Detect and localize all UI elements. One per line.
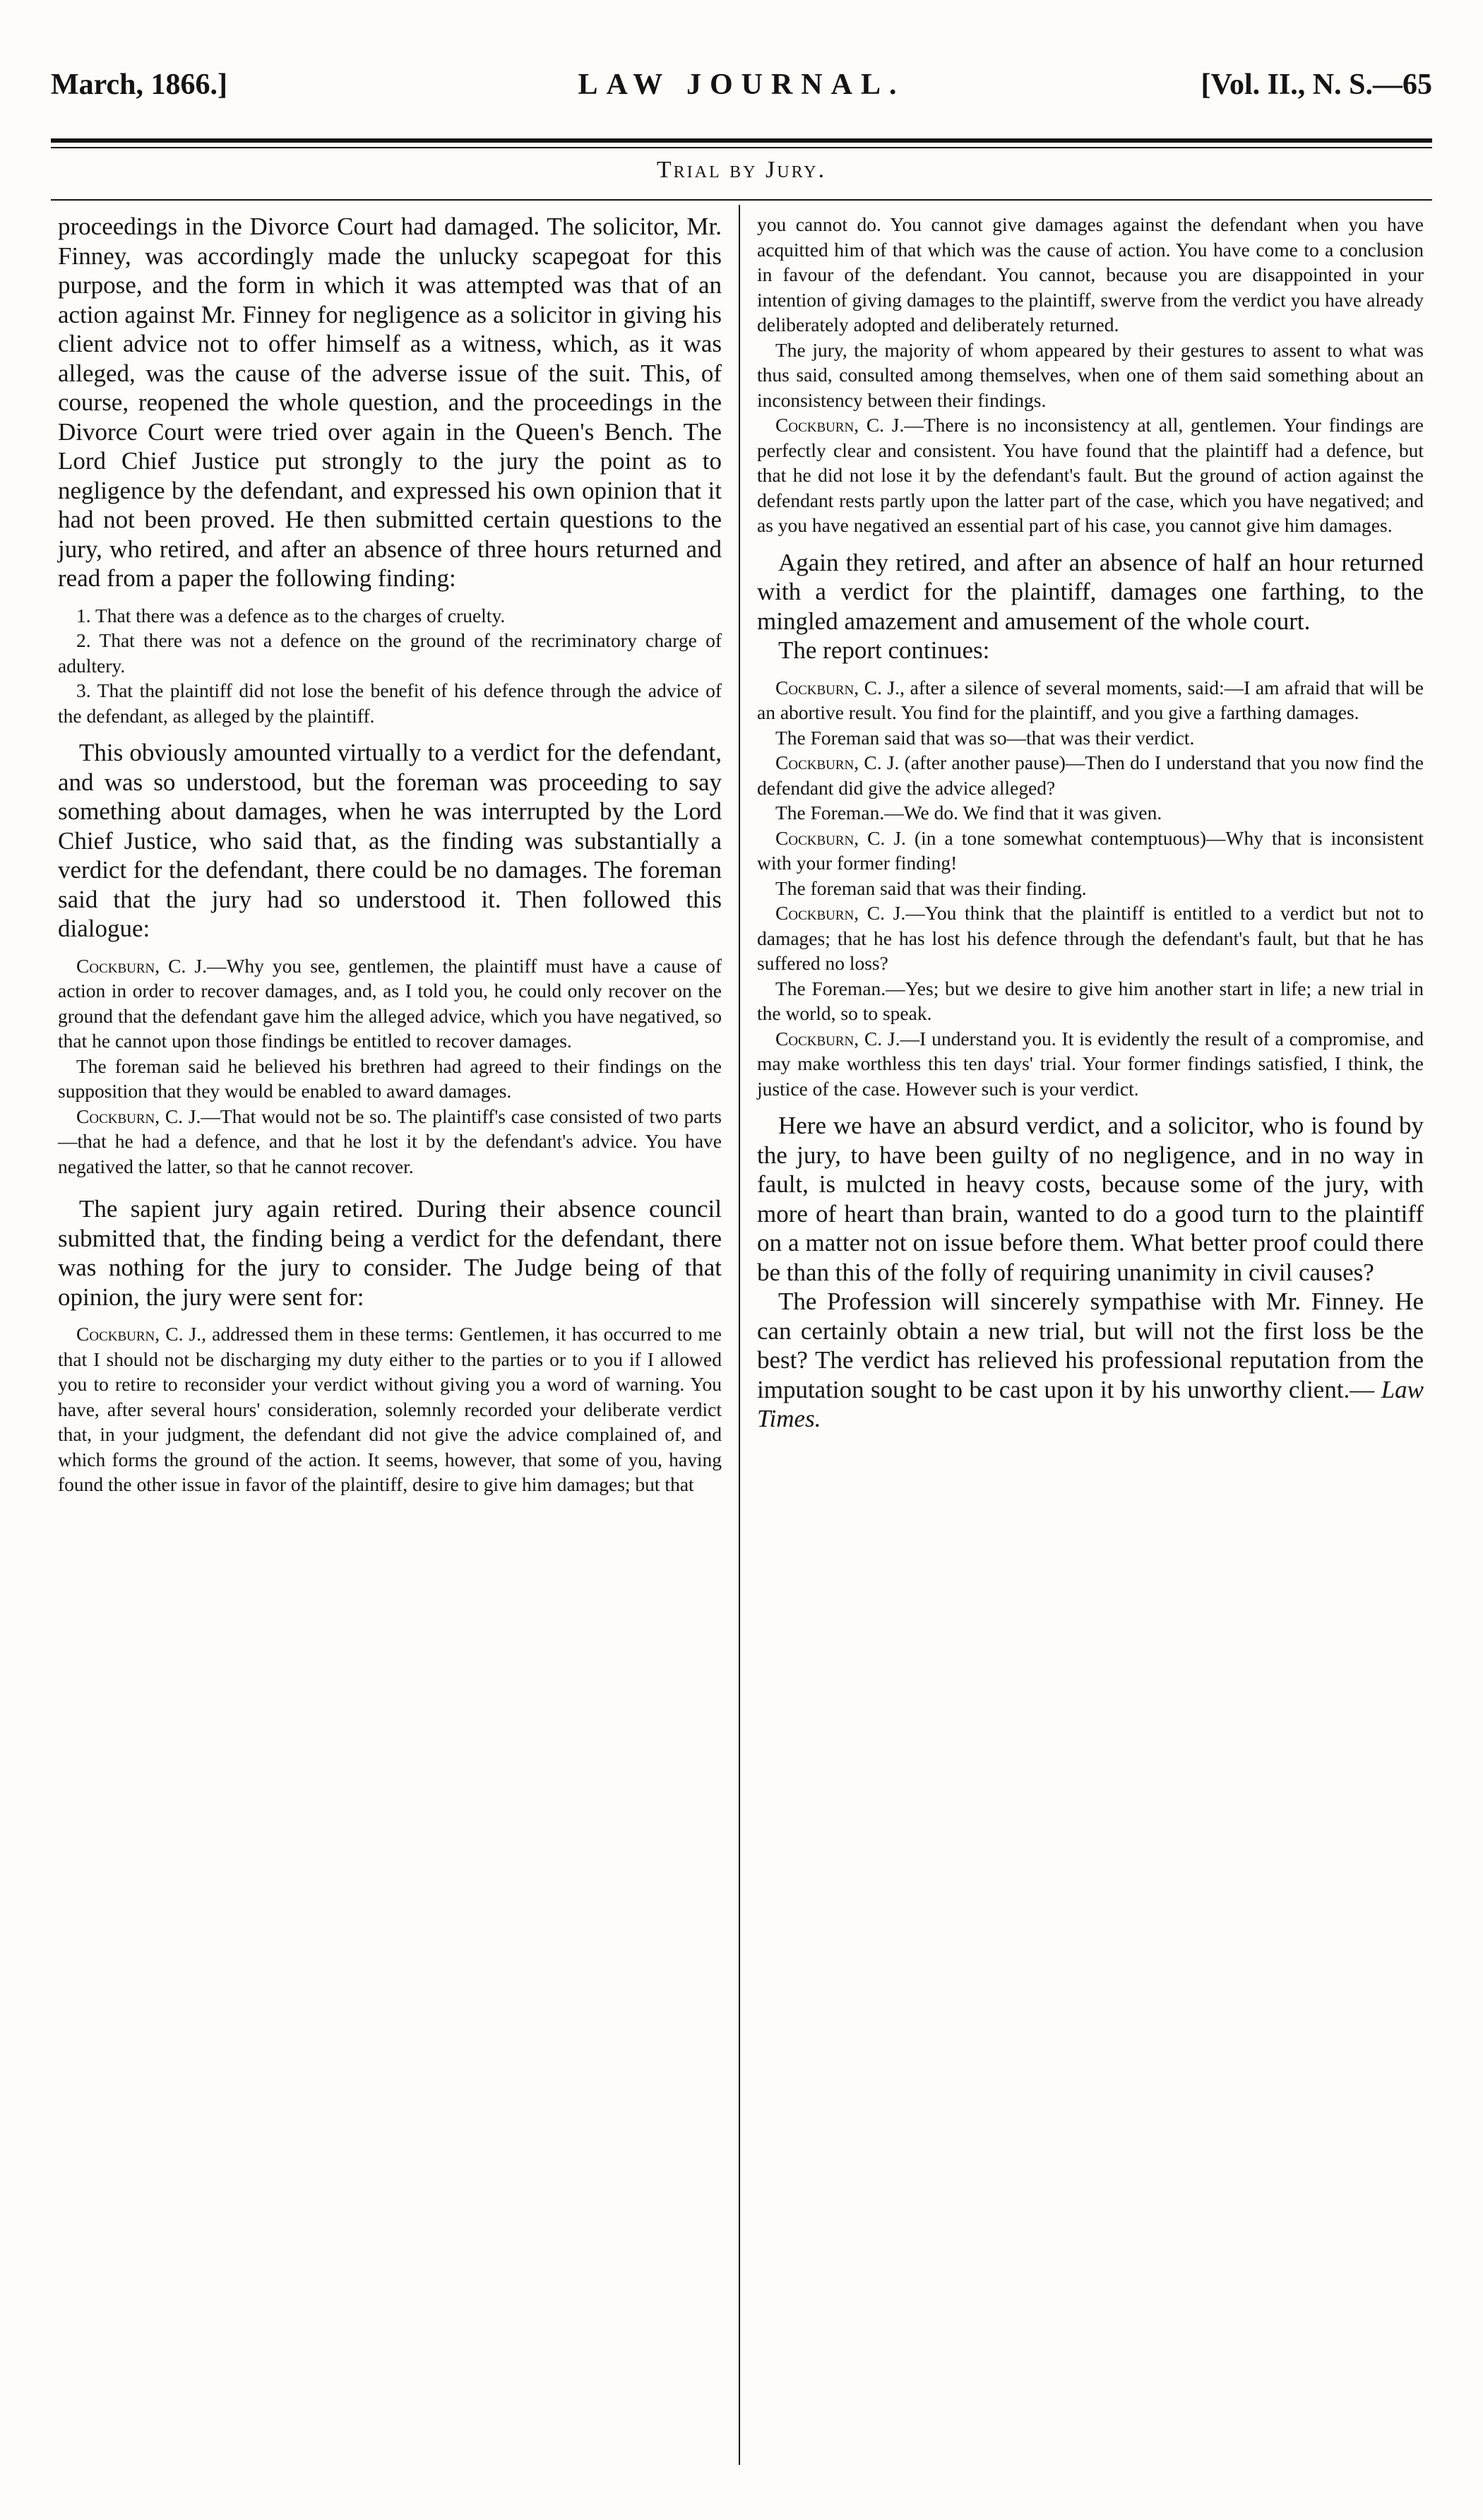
- dialogue-line: The Foreman.—Yes; but we desire to give him another start in life; a new trial in the world, so to speak.: [757, 977, 1424, 1024]
- header-date: March, 1866.]: [51, 69, 228, 101]
- dialogue-text: —I understand you. It is evidently the result of a compromise, and may make worthless this ten days' trial. Your former findings satisfied, I think, the justice of the case. However such is your verdict.: [757, 1027, 1424, 1100]
- finding-item: 3. That the plaintiff did not lose the benefit of his defence through the advice of the defendant, as alleged by the plaintiff.: [58, 679, 722, 727]
- dialogue-text: —There is no inconsistency at all, gentlemen. Your findings are perfectly clear and consistent. You have found that the plaintiff had a defence, but that he did not lose it by the defendant's fault. But the ground of action against the defendant rests partly upon the latter part of the case, which you have negatived; and as you have negatived an essential part of his case, you cannot give him damages.: [757, 414, 1424, 536]
- section-title: Trial by Jury.: [656, 157, 827, 183]
- paragraph: The jury, the majority of whom appeared by their gestures to assent to what was thus said, consulted among themselves, when one of them said something about an inconsistency between their findings.: [757, 338, 1424, 411]
- speaker-name: Cockburn, C. J.: [775, 751, 900, 773]
- column-divider: [739, 205, 740, 2465]
- speaker-name: Cockburn, C. J.: [76, 1105, 201, 1127]
- speaker-name: Cockburn, C. J.: [775, 826, 906, 849]
- header-journal-title: LAW JOURNAL.: [578, 69, 905, 101]
- section-rule: [51, 199, 1432, 201]
- speaker-name: Cockburn, C. J.: [775, 902, 906, 924]
- paragraph: [757, 1287, 1424, 1434]
- dialogue-line: [757, 412, 1424, 538]
- paragraph: Here we have an absurd verdict, and a solicitor, who is found by the jury, to have been guilty of no negligence, and in no way in fault, is mulcted in heavy costs, because some of the jury, with more of heart than brain, wanted to do a good turn to the plaintiff on a matter not on issue before them. What better proof could there be than this of the folly of requiring unanimity in civil causes?: [757, 1112, 1424, 1286]
- paragraph: proceedings in the Divorce Court had damaged. The solicitor, Mr. Finney, was accordingly made the unlucky scapegoat for this purpose, and the form in which it was attempted was that of an action against Mr. Finney for negligence as a solicitor in giving his client advice not to offer himself as a witness, which, as it was alleged, was the cause of the adverse issue of the suit. This, of course, reopened the whole question, and the proceedings in the Divorce Court were tried over again in the Queen's Bench. The Lord Chief Justice put strongly to the jury the point as to negligence by the defendant, and expressed his own opinion that it had not been proved. He then submitted certain questions to the jury, who retired, and after an absence of three hours returned and read from a paper the following finding:: [58, 213, 722, 592]
- dialogue-text: , after a silence of several moments, said:—I am afraid that will be an abortive result. You find for the plaintiff, and you give a farthing damages.: [757, 676, 1424, 723]
- running-header: [51, 68, 1432, 113]
- speaker-name: Cockburn, C. J.: [76, 1323, 202, 1345]
- source-citation: Law Times.: [757, 1375, 1424, 1432]
- dialogue-line: [757, 750, 1424, 800]
- dialogue-line: The Foreman.—We do. We find that it was given.: [775, 802, 1162, 824]
- dialogue-text: —Why you see, gentlemen, the plaintiff must have a cause of action in order to recover damages, and, as I told you, he could only recover on the ground that the defendant gave him the alleged advice, which you have negatived, so that he cannot upon those findings be entitled to recover damages.: [58, 954, 722, 1052]
- dialogue-text: (in a tone somewhat contemptuous)—Why that is inconsistent with your former finding!: [757, 826, 1424, 874]
- dialogue-text: —That would not be so. The plaintiff's case consisted of two parts—that he had a defence, and that he lost it by the defendant's advice. You have negatived the latter, so that he cannot recover.: [58, 1105, 722, 1177]
- paragraph: Again they retired, and after an absence of half an hour returned with a verdict for the plaintiff, damages one farthing, to the mingled amazement and amusement of the whole court.: [757, 548, 1424, 635]
- finding-item: 1. That there was a defence as to the charges of cruelty.: [76, 604, 506, 626]
- speaker-name: Cockburn, C. J.: [775, 676, 900, 699]
- speaker-name: Cockburn, C. J.: [76, 954, 207, 977]
- header-volume-page: [Vol. II., N. S.—65: [1201, 69, 1432, 101]
- header-rule-thick: [51, 138, 1432, 143]
- dialogue-line: [757, 675, 1424, 725]
- dialogue-line: [757, 826, 1424, 876]
- left-column: [58, 212, 722, 1497]
- paragraph: The sapient jury again retired. During their absence council submitted that, the finding being a verdict for the defendant, there was nothing for the jury to consider. The Judge being of that opinion, the jury were sent for:: [58, 1195, 722, 1311]
- dialogue-line: [757, 1026, 1424, 1102]
- dialogue-line: The foreman said that was their finding.: [775, 876, 1087, 899]
- dialogue-line: The Foreman said that was so—that was their verdict.: [775, 726, 1195, 749]
- right-column: [757, 212, 1424, 1434]
- dialogue-line: The foreman said he believed his brethren had agreed to their findings on the supposition that they would be enabled to award damages.: [58, 1054, 722, 1102]
- finding-item: 2. That there was not a defence on the ground of the recriminatory charge of adultery.: [58, 629, 722, 677]
- dialogue-line: you cannot do. You cannot give damages against the defendant when you have acquitted him of that which was the cause of action. You have come to a conclusion in favour of the defendant. You cannot, because you are disappointed in your intention of giving damages to the plaintiff, swerve from the verdict you have already deliberately adopted and deliberately returned.: [757, 213, 1424, 335]
- dialogue-text: , addressed them in these terms: Gentlemen, it has occurred to me that I should not be discharging my duty either to the parties or to you if I allowed you to retire to reconsider your verdict without giving you a word of warning. You have, after several hours' consideration, solemnly recorded your deliberate verdict that, in your judgment, the defendant did not give the advice complained of, and which forms the ground of the action. It seems, however, that some of you, having found the other issue in favor of the plaintiff, desire to give him damages; but that: [58, 1323, 722, 1495]
- speaker-name: Cockburn, C. J.: [775, 1027, 900, 1050]
- dialogue-text: (after another pause)—Then do I understand that you now find the defendant did give the advice alleged?: [757, 751, 1424, 799]
- paragraph-text: The Profession will sincerely sympathise with Mr. Finney. He can certainly obtain a new trial, but will not the first loss be the best? The verdict has relieved his professional reputation from the imputation sought to be cast upon it by his unworthy client.—: [757, 1288, 1424, 1403]
- dialogue-line: [58, 953, 722, 1054]
- paragraph: This obviously amounted virtually to a verdict for the defendant, and was so understood, but the foreman was proceeding to say something about damages, when he was interrupted by the Lord Chief Justice, who said that, as the finding was substantially a verdict for the defendant, there could be no damages. The foreman said that the jury had so understood it. Then followed this dialogue:: [58, 739, 722, 942]
- speaker-name: Cockburn, C. J.: [775, 414, 905, 436]
- dialogue-text: —You think that the plaintiff is entitled to a verdict but not to damages; that he has lost his defence through the defendant's fault, but that he has suffered no loss?: [757, 902, 1424, 974]
- dialogue-line: [58, 1321, 722, 1497]
- dialogue-line: [58, 1104, 722, 1179]
- paragraph: The report continues:: [778, 636, 990, 664]
- dialogue-line: [757, 901, 1424, 976]
- header-rule-thin: [51, 147, 1432, 148]
